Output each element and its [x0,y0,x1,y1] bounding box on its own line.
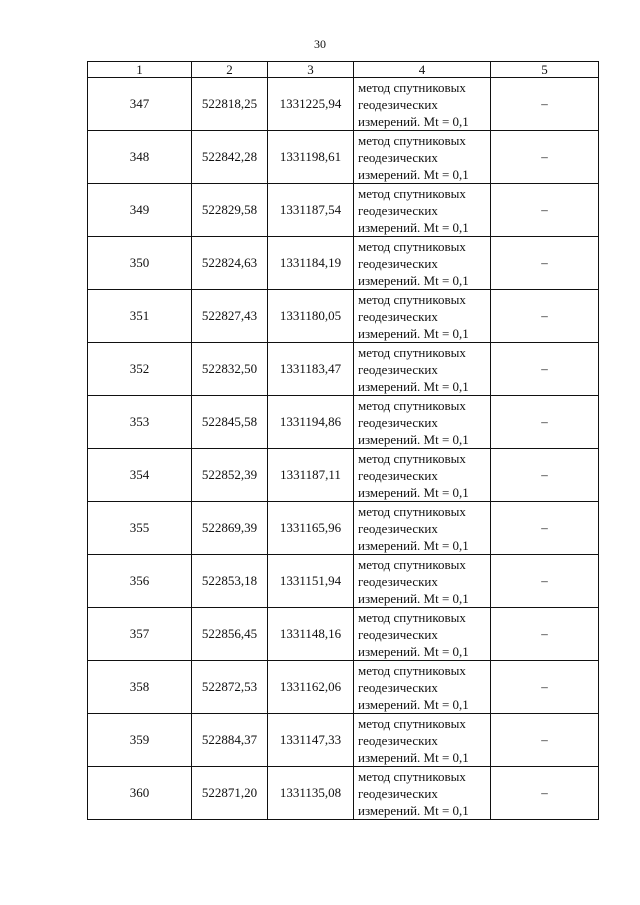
coordinate-y-cell: 1331165,96 [268,502,354,555]
note-cell: – [491,131,599,184]
method-line: метод спутниковых [358,397,466,413]
method-line: измерений. Mt = 0,1 [358,643,469,659]
method-line: геодезических [358,414,438,430]
coordinate-x-cell: 522845,58 [192,396,268,449]
coordinate-x-cell: 522832,50 [192,343,268,396]
coordinate-x-cell: 522827,43 [192,290,268,343]
table-row [88,714,599,767]
method-line: метод спутниковых [358,768,466,784]
coordinate-y-cell: 1331147,33 [268,714,354,767]
note-cell: – [491,237,599,290]
method-cell [354,237,491,290]
method-line: геодезических [358,785,438,801]
method-line: измерений. Mt = 0,1 [358,590,469,606]
point-number-cell: 358 [88,661,192,714]
method-cell [354,449,491,502]
table-row [88,502,599,555]
coordinate-x-cell: 522842,28 [192,131,268,184]
method-cell [354,290,491,343]
coordinate-y-cell: 1331162,06 [268,661,354,714]
method-line: измерений. Mt = 0,1 [358,537,469,553]
method-line: геодезических [358,308,438,324]
point-number-cell: 350 [88,237,192,290]
method-line: метод спутниковых [358,503,466,519]
method-line: метод спутниковых [358,79,466,95]
method-cell [354,714,491,767]
method-line: метод спутниковых [358,344,466,360]
note-cell: – [491,608,599,661]
table-header [88,62,599,78]
point-number-cell: 353 [88,396,192,449]
point-number-cell: 352 [88,343,192,396]
method-line: измерений. Mt = 0,1 [358,484,469,500]
method-line: измерений. Mt = 0,1 [358,325,469,341]
method-cell [354,608,491,661]
header-col-5: 5 [491,62,599,78]
method-line: геодезических [358,520,438,536]
note-cell: – [491,449,599,502]
method-line: метод спутниковых [358,556,466,572]
point-number-cell: 360 [88,767,192,820]
note-cell: – [491,555,599,608]
coordinate-x-cell: 522829,58 [192,184,268,237]
method-line: измерений. Mt = 0,1 [358,749,469,765]
table-row [88,131,599,184]
method-cell [354,184,491,237]
coordinate-y-cell: 1331187,54 [268,184,354,237]
method-line: геодезических [358,467,438,483]
method-cell [354,131,491,184]
method-line: метод спутниковых [358,185,466,201]
method-line: измерений. Mt = 0,1 [358,272,469,288]
coordinate-y-cell: 1331184,19 [268,237,354,290]
method-line: измерений. Mt = 0,1 [358,113,469,129]
point-number-cell: 347 [88,78,192,131]
coordinate-x-cell: 522856,45 [192,608,268,661]
point-number-cell: 356 [88,555,192,608]
method-line: метод спутниковых [358,715,466,731]
method-line: геодезических [358,149,438,165]
method-line: геодезических [358,255,438,271]
note-cell: – [491,290,599,343]
table-row [88,343,599,396]
method-line: метод спутниковых [358,238,466,254]
note-cell: – [491,396,599,449]
method-cell [354,661,491,714]
method-line: метод спутниковых [358,609,466,625]
table-row [88,290,599,343]
method-line: метод спутниковых [358,450,466,466]
table-body [88,78,599,820]
coordinate-y-cell: 1331187,11 [268,449,354,502]
coordinate-x-cell: 522852,39 [192,449,268,502]
coordinate-x-cell: 522824,63 [192,237,268,290]
coordinate-y-cell: 1331183,47 [268,343,354,396]
method-line: геодезических [358,573,438,589]
note-cell: – [491,661,599,714]
coordinate-x-cell: 522884,37 [192,714,268,767]
method-line: геодезических [358,679,438,695]
coordinate-x-cell: 522818,25 [192,78,268,131]
method-line: геодезических [358,626,438,642]
point-number-cell: 351 [88,290,192,343]
coordinate-y-cell: 1331135,08 [268,767,354,820]
method-line: геодезических [358,202,438,218]
method-line: измерений. Mt = 0,1 [358,378,469,394]
note-cell: – [491,78,599,131]
table-row [88,78,599,131]
header-row [88,62,599,78]
method-line: измерений. Mt = 0,1 [358,219,469,235]
coordinate-y-cell: 1331198,61 [268,131,354,184]
header-col-2: 2 [192,62,268,78]
method-cell [354,555,491,608]
coordinate-x-cell: 522869,39 [192,502,268,555]
method-line: геодезических [358,361,438,377]
method-cell [354,396,491,449]
method-line: измерений. Mt = 0,1 [358,802,469,818]
table-row [88,449,599,502]
method-cell [354,502,491,555]
note-cell: – [491,343,599,396]
table-row [88,661,599,714]
coordinates-table [87,61,599,820]
method-cell [354,767,491,820]
method-cell [354,78,491,131]
coordinate-y-cell: 1331148,16 [268,608,354,661]
method-cell [354,343,491,396]
table-row [88,396,599,449]
coordinate-y-cell: 1331151,94 [268,555,354,608]
note-cell: – [491,767,599,820]
note-cell: – [491,502,599,555]
coordinate-y-cell: 1331180,05 [268,290,354,343]
table-row [88,608,599,661]
point-number-cell: 355 [88,502,192,555]
method-line: метод спутниковых [358,291,466,307]
point-number-cell: 359 [88,714,192,767]
method-line: метод спутниковых [358,662,466,678]
point-number-cell: 354 [88,449,192,502]
point-number-cell: 349 [88,184,192,237]
coordinate-y-cell: 1331225,94 [268,78,354,131]
coordinate-x-cell: 522853,18 [192,555,268,608]
method-line: измерений. Mt = 0,1 [358,431,469,447]
method-line: метод спутниковых [358,132,466,148]
point-number-cell: 348 [88,131,192,184]
coordinate-x-cell: 522871,20 [192,767,268,820]
table-row [88,237,599,290]
page-number: 30 [314,37,326,51]
point-number-cell: 357 [88,608,192,661]
table-row [88,767,599,820]
method-line: измерений. Mt = 0,1 [358,166,469,182]
method-line: геодезических [358,732,438,748]
table-row [88,184,599,237]
header-col-4: 4 [354,62,491,78]
note-cell: – [491,184,599,237]
note-cell: – [491,714,599,767]
header-col-3: 3 [268,62,354,78]
table-row [88,555,599,608]
method-line: геодезических [358,96,438,112]
coordinate-y-cell: 1331194,86 [268,396,354,449]
header-col-1: 1 [88,62,192,78]
coordinate-x-cell: 522872,53 [192,661,268,714]
method-line: измерений. Mt = 0,1 [358,696,469,712]
